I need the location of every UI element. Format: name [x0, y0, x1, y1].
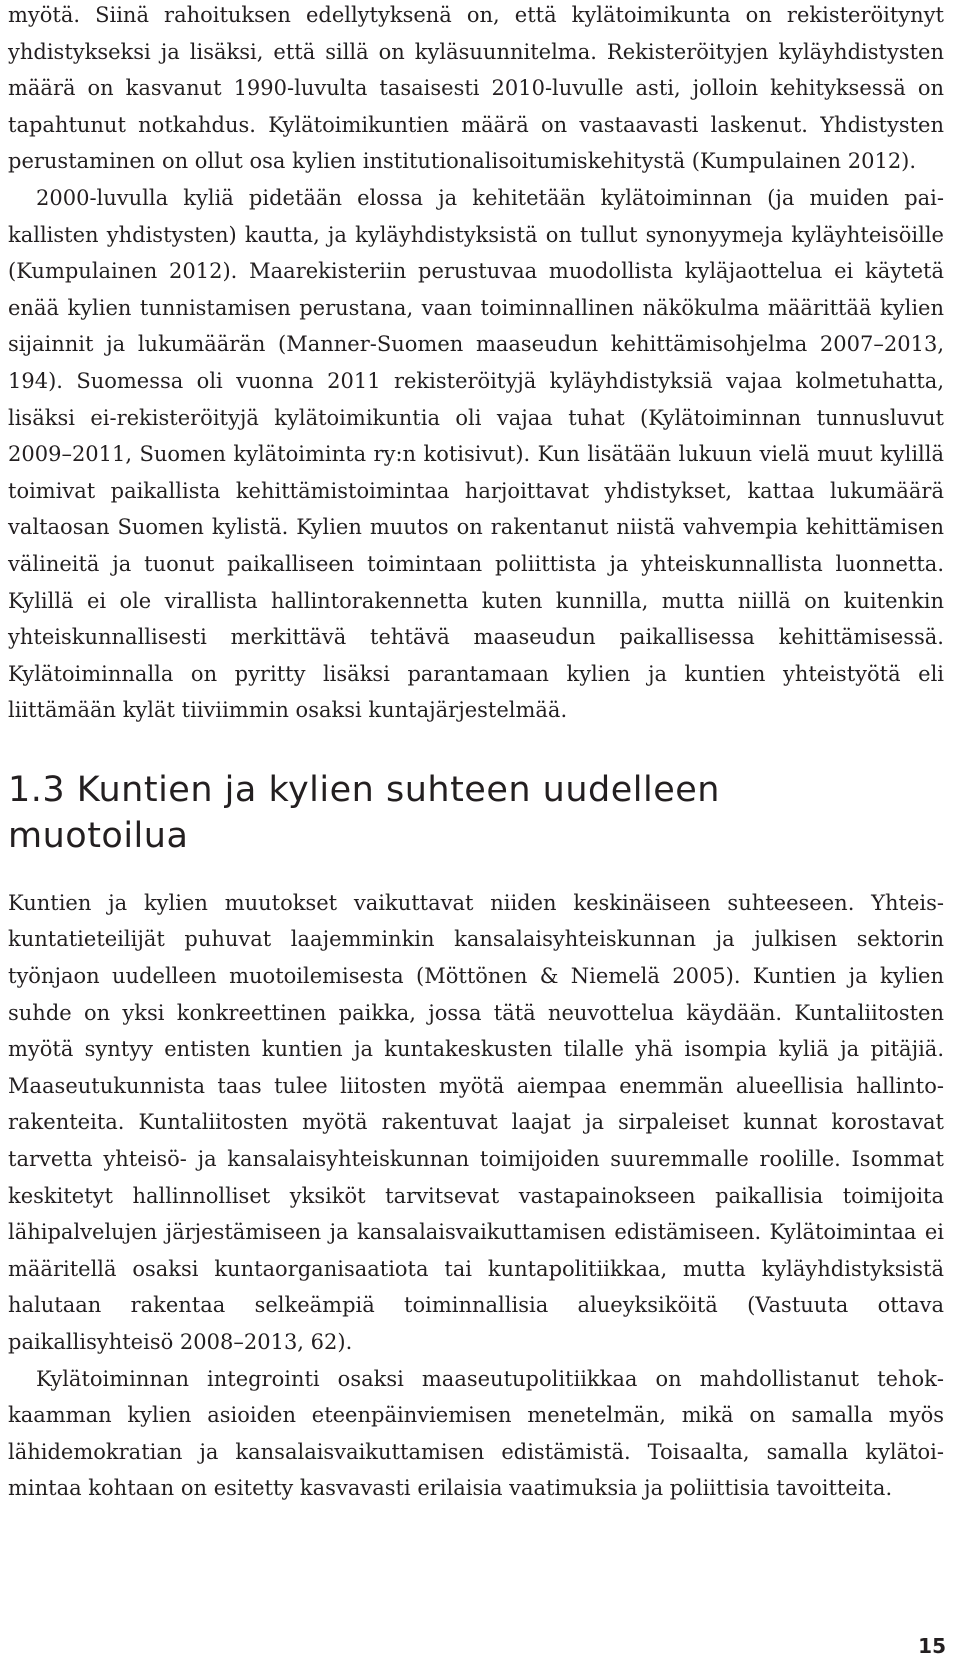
paragraph-village-activity: 2000-luvulla kyliä pidetään elossa ja kehitetään kylätoiminnan (ja muiden paikallisten yhdistysten) kautta, ja kyläyhdistyksistä on tullut synonyymeja kyläyhteisöille (Kumpulainen 2012). Maarekisteriin perustuvaa muodollista kyläjaottelua ei käytetä enää kylien tunnistamisen perustana, vaan toiminnallinen näkökulma määrittää kylien sijainnit ja lukumäärän (Manner-Suomen maaseudun kehittämisohjelma 2007–2013, 194). Suomessa oli vuonna 2011 rekisteröityjä kyläyhdistyksiä vajaa kolmetuhatta, lisäksi ei-rekisteröityjä kylätoimikuntia oli vajaa tuhat (Kylätoiminnan tunnusluvut 2009–2011, Suomen kylätoiminta ry:n kotisivut). Kun lisätään lukuun vielä muut kylillä toimivat paikallista kehittämistoimintaa harjoittavat yhdistykset, kattaa lukumäärä valtaosan Suomen kylistä. Kylien muutos on rakentanut niistä vahvempia kehittämisen välineitä ja tuonut paikalliseen toimintaan poliittista ja yhteiskunnallista luonnetta. Kylillä ei ole virallista hallintorakennetta kuten kunnilla, mutta niillä on kuitenkin yhteiskunnallisesti merkittävä tehtävä maaseudun paikallisessa kehittämisessä. Kylätoiminnalla on pyritty lisäksi parantamaan kylien ja kuntien yhteistyötä eli liittämään kylät tiiviimmin osaksi kuntajärjestelmää.	[8, 185, 944, 723]
document-page	[8, 0, 944, 1507]
paragraph-continued: myötä. Siinä rahoituksen edellytyksenä on, että kylätoimikunta on rekisteröitynyt yhdistykseksi ja lisäksi, että sillä on kyläsuunnitelma. Rekisteröityjen kyläyhdistysten määrä on kasvanut 1990-luvulta tasaisesti 2010-luvulle asti, jolloin kehityksessä on tapahtunut notkahdus. Kylätoimikuntien määrä on vastaavasti laskenut. Yhdistysten perustaminen on ollut osa kylien institutionalisoitumiskehitystä (Kumpulainen 2012).	[8, 3, 944, 174]
section-heading: 1.3 Kuntien ja kylien suhteen uudelleen muotoilua	[8, 769, 720, 856]
paragraph-integration: Kylätoiminnan integrointi osaksi maaseutupolitiikkaa on mahdollistanut tehokkaamman kylien asioiden eteenpäinviemisen menetelmän, mikä on samalla myös lähidemokratian ja kansalaisvaikuttamisen edistämistä. Toisaalta, samalla kylätoimintaa kohtaan on esitetty kasvavasti erilaisia vaatimuksia ja poliittisia tavoitteita.	[8, 1366, 944, 1501]
paragraph-municipality-relations: Kuntien ja kylien muutokset vaikuttavat niiden keskinäiseen suhteeseen. Yhteiskuntatieteilijät puhuvat laajemminkin kansalaisyhteiskunnan ja julkisen sektorin työnjaon uudelleen muotoilemisesta (Möttönen & Niemelä 2005). Kuntien ja kylien suhde on yksi konkreettinen paikka, jossa tätä neuvottelua käydään. Kuntaliitosten myötä syntyy entisten kuntien ja kuntakeskusten tilalle yhä isompia kyliä ja pitäjiä. Maaseutukunnista taas tulee liitosten myötä aiempaa enemmän alueellisia hallintorakenteita. Kuntaliitosten myötä rakentuvat laajat ja sirpaleiset kunnat korostavat tarvetta yhteisö- ja kansalaisyhteiskunnan toimijoiden suuremmalle roolille. Isommat keskitetyt hallinnolliset yksiköt tarvitsevat vastapainokseen paikallisia toimijoita lähipalvelujen järjestämiseen ja kansalaisvaikuttamisen edistämiseen. Kylätoimintaa ei määritellä osaksi kuntaorganisaatiota tai kuntapolitiikkaa, mutta kyläyhdistyksistä halutaan rakentaa selkeämpiä toiminnallisia alueyksiköitä (Vastuuta ottava paikallisyhteisö 2008–2013, 62).	[8, 890, 944, 1354]
page-number: 15	[918, 1634, 946, 1658]
